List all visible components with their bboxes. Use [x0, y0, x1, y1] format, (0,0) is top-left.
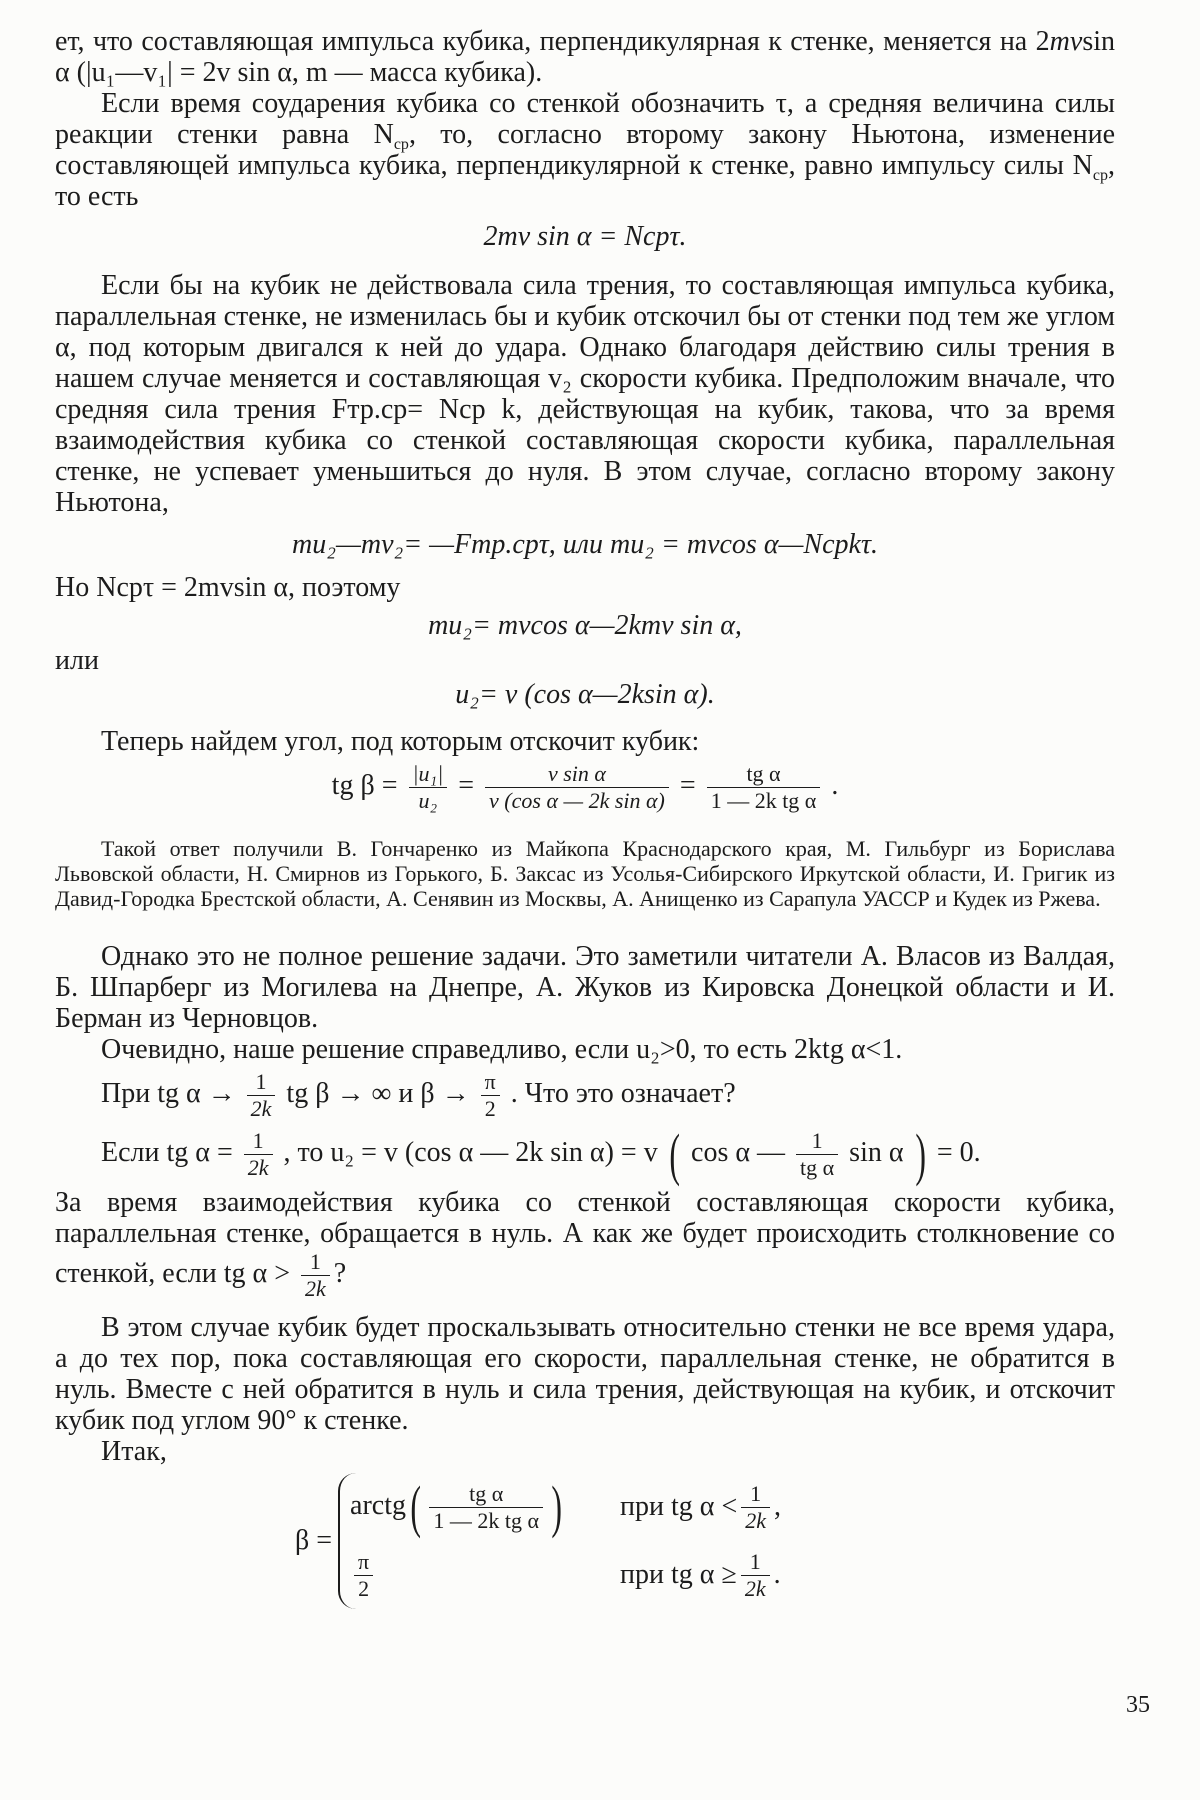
fraction: $\frac{\text{|u₁|}}{\text{u₂}}$: [409, 761, 448, 814]
final-answer: β = arctg( $\frac{\text{tg α}}{\text{1 — 2k tg α}}$ ) при tg α < $\frac{1}{2k}$ , $\frac{\pi}{2}$ при tg α ≥ $\frac{1}{2k}$ .: [295, 1473, 1115, 1609]
paragraph-9: При tg α → $\frac{1}{2k}$ tg β → ∞ и β → $\frac{\pi}{2}$ . Что это означает?: [101, 1069, 736, 1121]
paragraph-8: Очевидно, наше решение справедливо, если u₂>0, то есть 2ktg α<1.: [101, 1034, 903, 1065]
fraction: $\frac{\text{tg α}}{\text{1 — 2k tg α}}$: [707, 761, 821, 814]
paragraph-6: Теперь найдем угол, под которым отскочит кубик:: [101, 726, 700, 757]
page-body: [55, 26, 1115, 1609]
paragraph-11: За время взаимодействия кубика со стенкой составляющая скорости кубика, параллельная стенке, обращается в нуль. А как же будет происходить столкновение со стенкой, если tg α > $\frac{1}{2k}$ ?: [55, 1187, 1115, 1301]
equation-5: tg β = $\frac{\text{|u₁|}}{\text{u₂}}$ = $\frac{\text{v sin α}}{\text{v (cos α — 2k sin α)}}$ = $\frac{\text{tg α}}{\text{1 — 2k tg α}}$ .: [331, 761, 839, 813]
paragraph-4: Но Nсрτ = 2mvsin α, поэтому: [55, 572, 401, 603]
paragraph-10: Если tg α = $\frac{1}{2k}$ , то u₂ = v (cos α — 2k sin α) = v ( cos α — $\frac{1}{\text{tg α}}$ sin α ) = 0.: [101, 1121, 981, 1187]
equation-4: u₂= v (cos α—2ksin α).: [455, 679, 715, 710]
paragraph-5: или: [55, 645, 99, 676]
paragraph-2: Если время соударения кубика со стенкой обозначить τ, а средняя величина силы реакции стенки равна $N_{ср}$, то, согласно второму закону Ньютона, изменение составляющей импульса кубика, перпендикулярной к стенке, равно импульсу силы $N_{ср}$, то есть: [55, 88, 1115, 212]
paragraph-3: Если бы на кубик не действовала сила трения, то составляющая импульса кубика, параллельная стенке, не изменилась бы и кубик отскочил бы от стенки под тем же углом α, под которым двигался к ней до удара. Однако благодаря действию силы трения в нашем случае меняется и составляющая v₂ скорости кубика. Предположим вначале, что средняя сила трения Fтр.ср= Nср k, действующая на кубик, такова, что за время взаимодействия кубика со стенкой составляющая скорости кубика, параллельная стенке, не успевает уменьшиться до нуля. В этом случае, согласно второму закону Ньютона,: [55, 270, 1115, 518]
paragraph-13: Итак,: [101, 1436, 167, 1467]
piecewise-brace: arctg( $\frac{\text{tg α}}{\text{1 — 2k tg α}}$ ) при tg α < $\frac{1}{2k}$ , $\frac{\pi}{2}$ при tg α ≥ $\frac{1}{2k}$ .: [338, 1473, 781, 1609]
equation-2: mu₂—mv₂= —Fтр.срτ, или mu₂ = mvcos α—Nсрkτ.: [292, 529, 878, 560]
fraction: $\frac{\text{v sin α}}{\text{v (cos α — 2k sin α)}}$: [485, 761, 669, 814]
paragraph-7: Однако это не полное решение задачи. Это заметили читатели А. Власов из Валдая, Б. Шпарберг из Могилева на Днепре, А. Жуков из Кировска Донецкой области и И. Берман из Черновцов.: [55, 941, 1115, 1034]
readers-list: Такой ответ получили В. Гончаренко из Майкопа Краснодарского края, М. Гильбург из Борислава Львовской области, Н. Смирнов из Горького, Б. Заксас из Усолья-Сибирского Иркутской области, И. Григик из Давид-Городка Брестской области, А. Сенявин из Москвы, А. Анищенко из Сарапула УАССР и Кудек из Ржева.: [55, 836, 1115, 911]
equation-1: 2mv sin α = Nсрτ.: [483, 221, 687, 252]
paragraph-12: В этом случае кубик будет проскальзывать относительно стенки не все время удара, а до тех пор, пока составляющая его скорости, параллельная стенке, не обратится в нуль. Вместе с ней обратится в нуль и сила трения, действующая на кубик, и отскочит кубик под углом 90° к стенке.: [55, 1312, 1115, 1436]
paragraph-1: ет, что составляющая импульса кубика, перпендикулярная к стенке, меняется на 2mvsin α (|u₁—v₁| = 2v sin α, m — масса кубика).: [55, 26, 1115, 88]
page-number: 35: [1126, 1692, 1150, 1718]
equation-3: mu₂= mvcos α—2kmv sin α,: [428, 610, 742, 641]
